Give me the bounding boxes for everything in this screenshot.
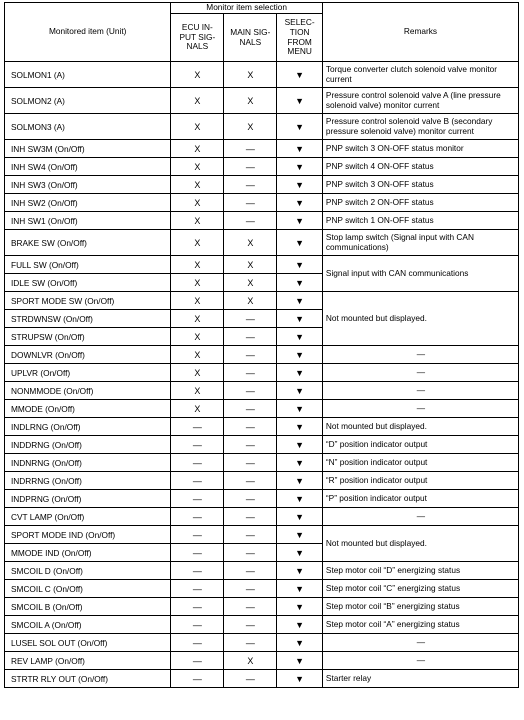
monitored-item-cell: STRTR RLY OUT (On/Off) [5,670,171,688]
remarks-cell: Step motor coil “D” energizing status [322,562,518,580]
ecu-input-cell: X [171,292,224,310]
table-row [5,158,519,176]
main-signals-cell: X [224,88,277,114]
selection-from-menu-cell: ▼ [277,454,323,472]
monitored-item-cell: CVT LAMP (On/Off) [5,508,171,526]
table-row [5,598,519,616]
remarks-cell: Signal input with CAN communications [322,256,518,292]
monitored-item-cell: INH SW3M (On/Off) [5,140,171,158]
main-signals-cell: — [224,328,277,346]
remarks-cell: “R” position indicator output [322,472,518,490]
main-signals-cell: — [224,526,277,544]
header-selection-from-menu: SELEC- TION FROM MENU [277,14,323,62]
main-signals-cell: — [224,382,277,400]
selection-from-menu-cell: ▼ [277,508,323,526]
ecu-input-cell: X [171,88,224,114]
main-signals-cell: — [224,670,277,688]
main-signals-cell: — [224,580,277,598]
selection-from-menu-cell: ▼ [277,292,323,310]
header-monitored-item: Monitored item (Unit) [5,3,171,62]
header-main-signals: MAIN SIG- NALS [224,14,277,62]
ecu-input-cell: X [171,114,224,140]
selection-from-menu-cell: ▼ [277,382,323,400]
monitor-table-container [4,2,519,688]
selection-from-menu-cell: ▼ [277,194,323,212]
ecu-input-cell: X [171,194,224,212]
selection-from-menu-cell: ▼ [277,158,323,176]
main-signals-cell: — [224,194,277,212]
monitored-item-cell: INDRRNG (On/Off) [5,472,171,490]
ecu-input-cell: X [171,382,224,400]
remarks-cell: “N” position indicator output [322,454,518,472]
monitored-item-cell: INH SW2 (On/Off) [5,194,171,212]
main-signals-cell: — [224,508,277,526]
table-row [5,62,519,88]
monitored-item-cell: UPLVR (On/Off) [5,364,171,382]
selection-from-menu-cell: ▼ [277,436,323,454]
monitored-item-cell: STRDWNSW (On/Off) [5,310,171,328]
ecu-input-cell: X [171,230,224,256]
ecu-input-cell: — [171,508,224,526]
ecu-input-cell: — [171,418,224,436]
main-signals-cell: X [224,62,277,88]
table-row [5,436,519,454]
table-row [5,256,519,274]
selection-from-menu-cell: ▼ [277,346,323,364]
ecu-input-cell: — [171,616,224,634]
monitored-item-cell: SMCOIL D (On/Off) [5,562,171,580]
header-ecu-input-signals: ECU IN- PUT SIG- NALS [171,14,224,62]
main-signals-cell: — [224,634,277,652]
selection-from-menu-cell: ▼ [277,328,323,346]
remarks-cell: — [322,346,518,364]
selection-from-menu-cell: ▼ [277,616,323,634]
monitored-item-cell: MMODE IND (On/Off) [5,544,171,562]
monitored-item-cell: INH SW3 (On/Off) [5,176,171,194]
remarks-cell: PNP switch 2 ON-OFF status [322,194,518,212]
selection-from-menu-cell: ▼ [277,140,323,158]
selection-from-menu-cell: ▼ [277,418,323,436]
remarks-cell: Step motor coil “B” energizing status [322,598,518,616]
ecu-input-cell: — [171,598,224,616]
table-row [5,382,519,400]
main-signals-cell: — [224,490,277,508]
monitored-item-cell: IDLE SW (On/Off) [5,274,171,292]
selection-from-menu-cell: ▼ [277,176,323,194]
selection-from-menu-cell: ▼ [277,212,323,230]
remarks-cell: — [322,364,518,382]
ecu-input-cell: X [171,140,224,158]
table-row [5,400,519,418]
table-row [5,346,519,364]
remarks-cell: Torque converter clutch solenoid valve monitor current [322,62,518,88]
ecu-input-cell: X [171,328,224,346]
table-row [5,562,519,580]
main-signals-cell: — [224,310,277,328]
ecu-input-cell: — [171,580,224,598]
main-signals-cell: X [224,652,277,670]
monitored-item-cell: DOWNLVR (On/Off) [5,346,171,364]
remarks-cell: “D” position indicator output [322,436,518,454]
table-row [5,490,519,508]
main-signals-cell: — [224,400,277,418]
table-row [5,634,519,652]
selection-from-menu-cell: ▼ [277,230,323,256]
remarks-cell: PNP switch 3 ON-OFF status monitor [322,140,518,158]
table-row [5,652,519,670]
monitored-item-cell: SOLMON3 (A) [5,114,171,140]
table-row [5,616,519,634]
selection-from-menu-cell: ▼ [277,364,323,382]
ecu-input-cell: — [171,544,224,562]
ecu-input-cell: — [171,670,224,688]
selection-from-menu-cell: ▼ [277,526,323,544]
selection-from-menu-cell: ▼ [277,634,323,652]
main-signals-cell: — [224,472,277,490]
monitored-item-cell: LUSEL SOL OUT (On/Off) [5,634,171,652]
monitored-item-cell: INH SW1 (On/Off) [5,212,171,230]
table-row [5,88,519,114]
remarks-cell: Stop lamp switch (Signal input with CAN communications) [322,230,518,256]
selection-from-menu-cell: ▼ [277,88,323,114]
remarks-cell: — [322,634,518,652]
table-row [5,670,519,688]
ecu-input-cell: X [171,176,224,194]
remarks-cell: Step motor coil “C” energizing status [322,580,518,598]
table-row [5,292,519,310]
remarks-cell: Not mounted but displayed. [322,292,518,346]
monitored-item-cell: SOLMON1 (A) [5,62,171,88]
main-signals-cell: — [224,364,277,382]
monitored-item-cell: MMODE (On/Off) [5,400,171,418]
selection-from-menu-cell: ▼ [277,580,323,598]
remarks-cell: Starter relay [322,670,518,688]
table-row [5,212,519,230]
selection-from-menu-cell: ▼ [277,490,323,508]
monitored-item-cell: REV LAMP (On/Off) [5,652,171,670]
ecu-input-cell: — [171,490,224,508]
remarks-cell: — [322,400,518,418]
monitor-item-table [4,2,519,688]
monitored-item-cell: SPORT MODE SW (On/Off) [5,292,171,310]
table-row [5,140,519,158]
selection-from-menu-cell: ▼ [277,670,323,688]
monitored-item-cell: BRAKE SW (On/Off) [5,230,171,256]
selection-from-menu-cell: ▼ [277,472,323,490]
table-row [5,114,519,140]
remarks-cell: — [322,508,518,526]
ecu-input-cell: X [171,62,224,88]
main-signals-cell: X [224,230,277,256]
main-signals-cell: — [224,176,277,194]
remarks-cell: Pressure control solenoid valve A (line pressure solenoid valve) monitor current [322,88,518,114]
main-signals-cell: X [224,256,277,274]
ecu-input-cell: — [171,436,224,454]
ecu-input-cell: — [171,454,224,472]
main-signals-cell: X [224,114,277,140]
monitored-item-cell: SMCOIL B (On/Off) [5,598,171,616]
monitored-item-cell: SPORT MODE IND (On/Off) [5,526,171,544]
header-monitor-item-selection: Monitor item selection [171,3,323,14]
remarks-cell: Pressure control solenoid valve B (secondary pressure solenoid valve) monitor current [322,114,518,140]
ecu-input-cell: — [171,562,224,580]
selection-from-menu-cell: ▼ [277,310,323,328]
remarks-cell: PNP switch 1 ON-OFF status [322,212,518,230]
main-signals-cell: — [224,212,277,230]
ecu-input-cell: X [171,256,224,274]
ecu-input-cell: X [171,346,224,364]
table-row [5,472,519,490]
ecu-input-cell: X [171,400,224,418]
monitored-item-cell: INDNRNG (On/Off) [5,454,171,472]
monitored-item-cell: INDDRNG (On/Off) [5,436,171,454]
remarks-cell: PNP switch 4 ON-OFF status [322,158,518,176]
monitored-item-cell: NONMMODE (On/Off) [5,382,171,400]
main-signals-cell: — [224,158,277,176]
selection-from-menu-cell: ▼ [277,274,323,292]
table-row [5,418,519,436]
remarks-cell: Step motor coil “A” energizing status [322,616,518,634]
table-row [5,364,519,382]
table-row [5,194,519,212]
ecu-input-cell: X [171,274,224,292]
remarks-cell: “P” position indicator output [322,490,518,508]
selection-from-menu-cell: ▼ [277,652,323,670]
monitored-item-cell: SMCOIL C (On/Off) [5,580,171,598]
remarks-cell: — [322,652,518,670]
table-row [5,508,519,526]
monitored-item-cell: SMCOIL A (On/Off) [5,616,171,634]
main-signals-cell: — [224,544,277,562]
ecu-input-cell: X [171,310,224,328]
table-row [5,230,519,256]
ecu-input-cell: X [171,158,224,176]
ecu-input-cell: X [171,212,224,230]
ecu-input-cell: — [171,526,224,544]
selection-from-menu-cell: ▼ [277,114,323,140]
selection-from-menu-cell: ▼ [277,256,323,274]
monitored-item-cell: FULL SW (On/Off) [5,256,171,274]
main-signals-cell: — [224,454,277,472]
main-signals-cell: — [224,346,277,364]
monitored-item-cell: INDPRNG (On/Off) [5,490,171,508]
monitored-item-cell: STRUPSW (On/Off) [5,328,171,346]
header-remarks: Remarks [322,3,518,62]
monitored-item-cell: SOLMON2 (A) [5,88,171,114]
selection-from-menu-cell: ▼ [277,62,323,88]
main-signals-cell: X [224,292,277,310]
ecu-input-cell: — [171,634,224,652]
main-signals-cell: — [224,436,277,454]
table-row [5,526,519,544]
main-signals-cell: — [224,140,277,158]
table-row [5,580,519,598]
selection-from-menu-cell: ▼ [277,400,323,418]
main-signals-cell: X [224,274,277,292]
main-signals-cell: — [224,418,277,436]
main-signals-cell: — [224,562,277,580]
selection-from-menu-cell: ▼ [277,562,323,580]
selection-from-menu-cell: ▼ [277,598,323,616]
selection-from-menu-cell: ▼ [277,544,323,562]
ecu-input-cell: — [171,652,224,670]
remarks-cell: PNP switch 3 ON-OFF status [322,176,518,194]
ecu-input-cell: — [171,472,224,490]
remarks-cell: Not mounted but displayed. [322,526,518,562]
monitored-item-cell: INDLRNG (On/Off) [5,418,171,436]
table-row [5,176,519,194]
remarks-cell: — [322,382,518,400]
table-row [5,454,519,472]
main-signals-cell: — [224,616,277,634]
ecu-input-cell: X [171,364,224,382]
main-signals-cell: — [224,598,277,616]
remarks-cell: Not mounted but displayed. [322,418,518,436]
table-body [5,62,519,688]
monitored-item-cell: INH SW4 (On/Off) [5,158,171,176]
